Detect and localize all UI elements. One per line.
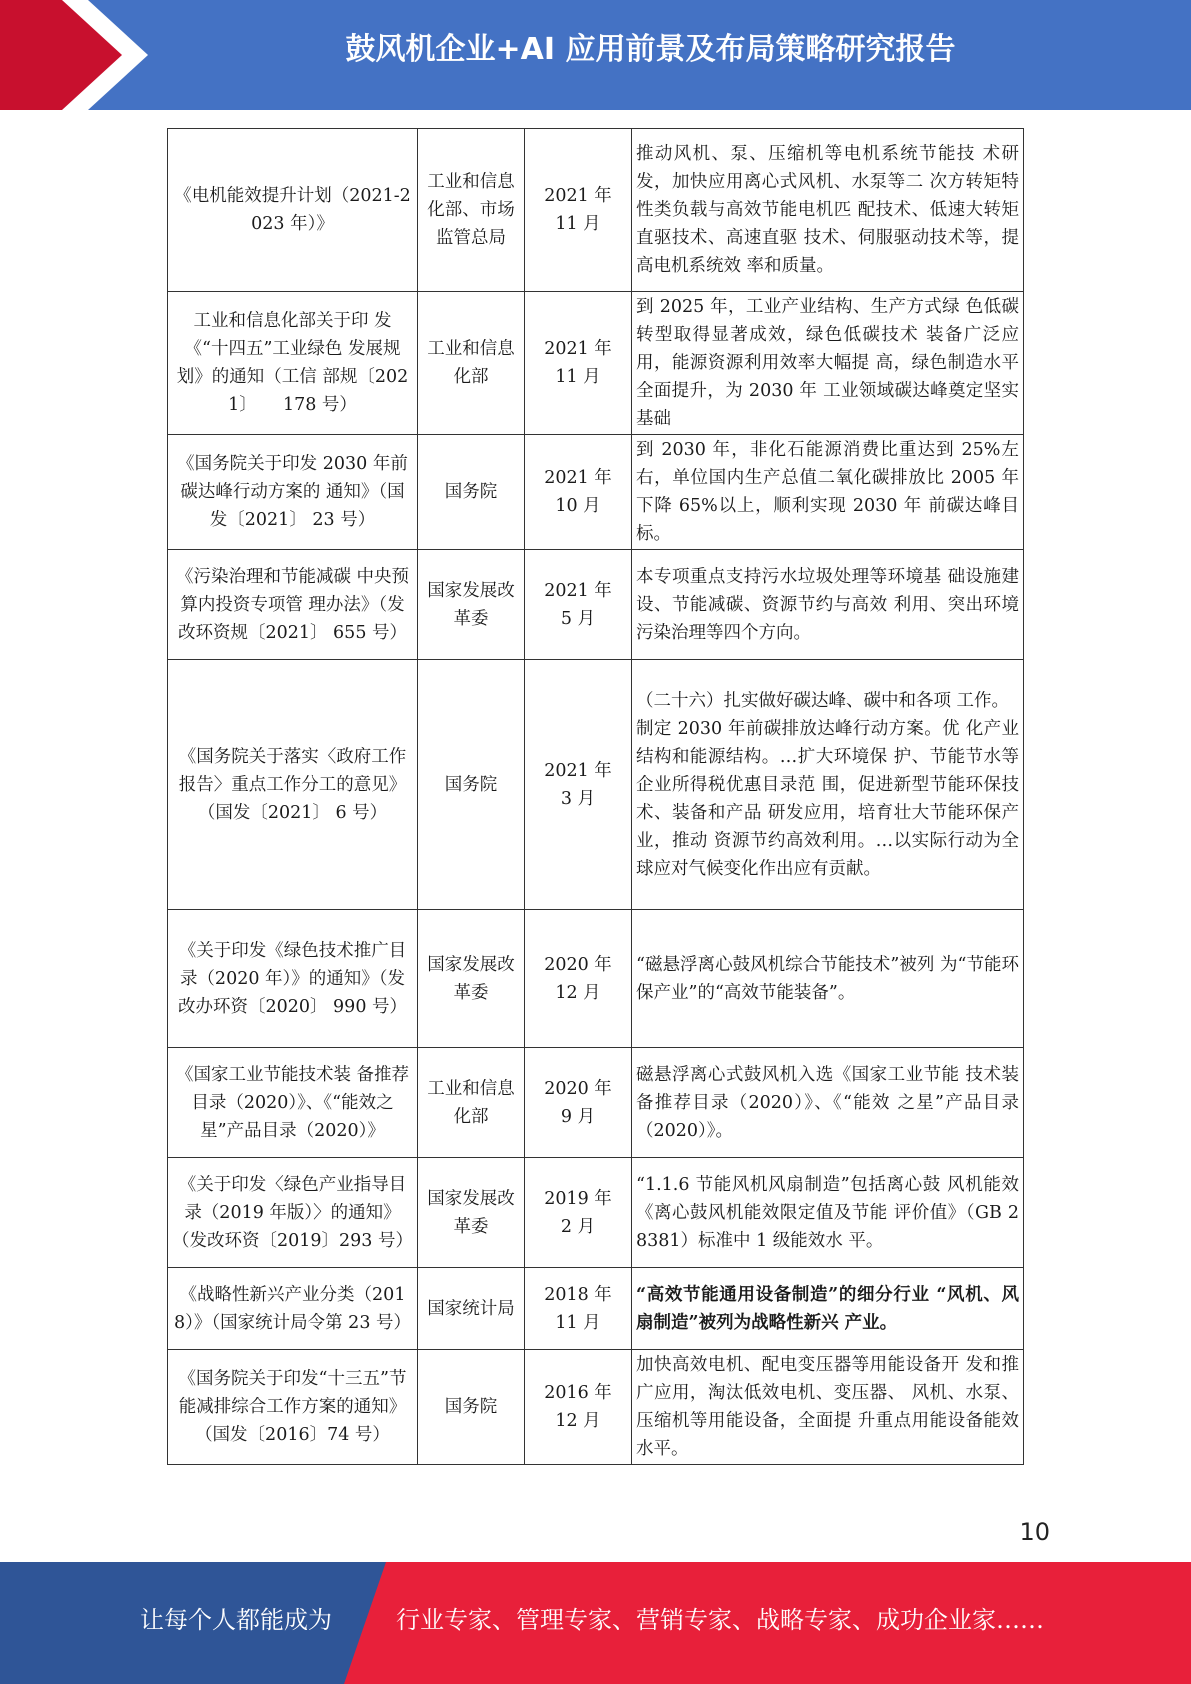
date-year: 2021 年 <box>544 339 612 359</box>
policy-name-cell: 工业和信息化部关于印 发《“十四五”工业绿色 发展规划》的通知（工信 部规〔2021〕 178 号） <box>168 292 418 435</box>
policy-content-cell: 磁悬浮离心式鼓风机入选《国家工业节能 技术装备推荐目录（2020）》、《“能效 之星”产品目录（2020）》。 <box>632 1048 1024 1158</box>
policy-name-cell: 《关于印发〈绿色产业指导目录（2019 年版）〉的通知》（发改环资〔2019〕293 号） <box>168 1158 418 1268</box>
policy-table <box>167 128 1024 1465</box>
date-month: 9 月 <box>560 1106 596 1127</box>
date-month: 11 月 <box>555 1312 601 1333</box>
policy-content-cell: 到 2025 年，工业产业结构、生产方式绿 色低碳转型取得显著成效，绿色低碳技术 装备广泛应用，能源资源利用效率大幅提 高，绿色制造水平全面提升，为 2030 年 工业领域碳达峰奠定坚实基础 <box>632 292 1024 435</box>
date-year: 2018 年 <box>544 1284 612 1305</box>
date-cell <box>525 129 632 292</box>
table-row <box>168 910 1024 1048</box>
date-cell <box>525 1268 632 1350</box>
policy-name-cell: 《国家工业节能技术装 备推荐目录（2020）》、《“能效之星”产品目录（2020）》 <box>168 1048 418 1158</box>
policy-name-cell: 《污染治理和节能减碳 中央预算内投资专项管 理办法》（发改环资规〔2021〕 655 号） <box>168 550 418 660</box>
table-row <box>168 660 1024 910</box>
page-header <box>0 0 1191 110</box>
table-row <box>168 1158 1024 1268</box>
footer-slogan-left: 让每个人都能成为 <box>140 1606 332 1634</box>
date-year: 2016 年 <box>544 1383 612 1403</box>
policy-name-cell: 《国务院关于印发 2030 年前碳达峰行动方案的 通知》（国发〔2021〕 23 号） <box>168 435 418 550</box>
date-month: 11 月 <box>555 367 601 387</box>
issuer-cell: 工业和信息化部、市场监管总局 <box>418 129 525 292</box>
issuer-cell: 工业和信息化部 <box>418 1048 525 1158</box>
issuer-cell: 国务院 <box>418 435 525 550</box>
policy-content-cell: “1.1.6 节能风机风扇制造”包括离心鼓 风机能效《离心鼓风机能效限定值及节能 评价值》（GB 28381）标准中 1 级能效水 平。 <box>632 1158 1024 1268</box>
date-month: 11 月 <box>555 214 601 234</box>
issuer-cell: 国家发展改革委 <box>418 910 525 1048</box>
date-cell <box>525 1158 632 1268</box>
date-cell <box>525 1048 632 1158</box>
policy-content-cell: 到 2030 年，非化石能源消费比重达到 25%左右，单位国内生产总值二氧化碳排放比 2005 年下降 65%以上，顺利实现 2030 年 前碳达峰目标。 <box>632 435 1024 550</box>
date-year: 2021 年 <box>544 760 612 781</box>
issuer-cell: 国家统计局 <box>418 1268 525 1350</box>
date-month: 3 月 <box>560 788 596 809</box>
date-month: 5 月 <box>560 608 596 629</box>
date-cell <box>525 435 632 550</box>
issuer-cell: 工业和信息化部 <box>418 292 525 435</box>
table-row <box>168 129 1024 292</box>
date-cell <box>525 1350 632 1465</box>
date-cell <box>525 550 632 660</box>
policy-content-cell: 加快高效电机、配电变压器等用能设备开 发和推广应用，淘汰低效电机、变压器、 风机、水泵、压缩机等用能设备，全面提 升重点用能设备能效水平。 <box>632 1350 1024 1465</box>
date-year: 2020 年 <box>544 954 612 975</box>
issuer-cell: 国家发展改革委 <box>418 1158 525 1268</box>
policy-table-body <box>168 129 1024 1465</box>
issuer-cell: 国家发展改革委 <box>418 550 525 660</box>
issuer-cell: 国务院 <box>418 1350 525 1465</box>
policy-content-cell: （二十六）扎实做好碳达峰、碳中和各项 工作。 制定 2030 年前碳排放达峰行动方案。优 化产业结构和能源结构。…扩大环境保 护、节能节水等企业所得税优惠目录范 围，促进新型节能环保技术、装备和产品 研发应用，培育壮大节能环保产业，推动 资源节约高效利用。…以实际行动为全球应对气候变化作出应有贡献。 <box>632 660 1024 910</box>
date-month: 2 月 <box>560 1216 596 1237</box>
policy-name-cell: 《国务院关于印发“十三五”节能减排综合工作方案的通知》（国发〔2016〕74 号） <box>168 1350 418 1465</box>
policy-name-cell: 《国务院关于落实〈政府工作报告〉重点工作分工的意见》（国发〔2021〕 6 号） <box>168 660 418 910</box>
policy-content-cell: 推动风机、泵、压缩机等电机系统节能技 术研发，加快应用离心式风机、水泵等二 次方转矩特性类负载与高效节能电机匹 配技术、低速大转矩直驱技术、高速直驱 技术、伺服驱动技术等，提高电机系统效 率和质量。 <box>632 129 1024 292</box>
footer-slogan-right: 行业专家、管理专家、营销专家、战略专家、成功企业家…… <box>396 1606 1044 1634</box>
page-footer <box>0 1562 1191 1684</box>
table-row <box>168 435 1024 550</box>
policy-name-cell: 《关于印发《绿色技术推广目录（2020 年）》的通知》（发改办环资〔2020〕 990 号） <box>168 910 418 1048</box>
date-year: 2021 年 <box>544 580 612 601</box>
date-month: 12 月 <box>555 1411 601 1431</box>
date-month: 10 月 <box>555 496 601 516</box>
policy-name-cell: 《电机能效提升计划（2021-2023 年）》 <box>168 129 418 292</box>
table-row <box>168 1048 1024 1158</box>
date-cell <box>525 910 632 1048</box>
date-year: 2020 年 <box>544 1078 612 1099</box>
report-title: 鼓风机企业+AI 应用前景及布局策略研究报告 <box>345 32 956 67</box>
table-row <box>168 292 1024 435</box>
date-cell <box>525 292 632 435</box>
date-cell <box>525 660 632 910</box>
table-row <box>168 1268 1024 1350</box>
date-year: 2019 年 <box>544 1188 612 1209</box>
policy-table-container <box>167 128 1024 1465</box>
table-row <box>168 1350 1024 1465</box>
date-month: 12 月 <box>555 982 601 1003</box>
date-year: 2021 年 <box>544 468 612 488</box>
policy-content-cell: 本专项重点支持污水垃圾处理等环境基 础设施建设、节能减碳、资源节约与高效 利用、突出环境污染治理等四个方向。 <box>632 550 1024 660</box>
issuer-cell: 国务院 <box>418 660 525 910</box>
table-row <box>168 550 1024 660</box>
page-number: 10 <box>1019 1518 1050 1546</box>
date-year: 2021 年 <box>544 186 612 206</box>
policy-content-cell: “磁悬浮离心鼓风机综合节能技术”被列 为“节能环保产业”的“高效节能装备”。 <box>632 910 1024 1048</box>
policy-name-cell: 《战略性新兴产业分类（2018）》（国家统计局令第 23 号） <box>168 1268 418 1350</box>
policy-content-cell: “高效节能通用设备制造”的细分行业 “风机、风扇制造”被列为战略性新兴 产业。 <box>632 1268 1024 1350</box>
